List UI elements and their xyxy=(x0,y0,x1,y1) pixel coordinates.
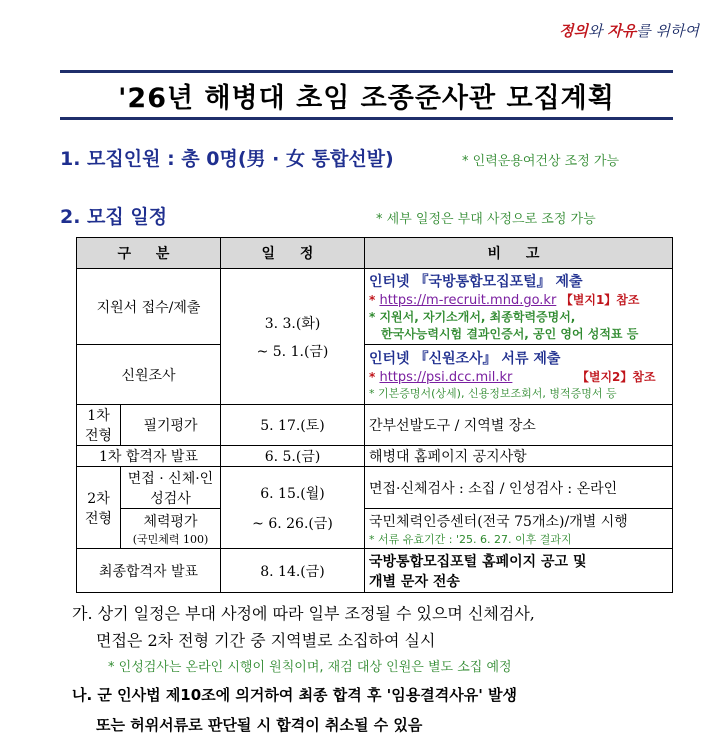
slogan-part3: 자유 xyxy=(607,22,637,40)
table-header-row xyxy=(77,238,673,269)
table-row xyxy=(77,269,673,345)
row-category: 1차 합격자 발표 xyxy=(77,446,221,467)
header-category: 구 분 xyxy=(77,238,221,269)
note-na-line1: 나. 군 인사법 제10조에 의거하여 최종 합격 후 '임용결격사유' 발생 xyxy=(72,686,518,704)
row-date: 6. 5.(금) xyxy=(221,446,365,467)
header-remarks: 비 고 xyxy=(365,238,673,269)
row-category: 신원조사 xyxy=(77,345,221,405)
stage-label: 1차 전형 xyxy=(77,405,121,446)
table-row xyxy=(77,405,673,446)
row-category: 필기평가 xyxy=(121,405,221,446)
row-remark: 면접·신체검사 : 소집 / 인성검사 : 온라인 xyxy=(365,467,673,509)
note-na-line2: 또는 허위서류로 판단될 시 합격이 취소될 수 있음 xyxy=(96,716,423,734)
date-end: ~ 5. 1.(금) xyxy=(256,343,329,360)
validity-note: * 서류 유효기간 : '25. 6. 27. 이후 결과지 xyxy=(369,532,572,546)
fitness-remark: 국민체력인증센터(전국 75개소)/개별 시행 xyxy=(369,513,628,530)
final-remark-line2: 개별 문자 전송 xyxy=(369,573,460,590)
table-row xyxy=(77,467,673,509)
row-remark: 간부선발도구 / 지역별 장소 xyxy=(365,405,673,446)
remark-title: 인터넷 『국방통합모집포털』 제출 xyxy=(369,274,583,290)
slogan xyxy=(559,20,699,41)
final-remark-line1: 국방통합모집포털 홈페이지 공고 및 xyxy=(369,553,587,570)
note-ga-sub: * 인성검사는 온라인 시행이 원칙이며, 재검 대상 인원은 별도 소집 예정 xyxy=(108,660,512,675)
stage-label: 2차 전형 xyxy=(77,467,121,549)
fitness-sub: (국민체력 100) xyxy=(132,532,209,546)
row-category: 지원서 접수/제출 xyxy=(77,269,221,345)
table-row xyxy=(77,345,673,405)
remark-title: 인터넷 『신원조사』 서류 제출 xyxy=(369,351,561,367)
row-category: 면접 · 신체·인성검사 xyxy=(121,467,221,509)
note-ga-line1: 가. 상기 일정은 부대 사정에 따라 일부 조정될 수 있으며 신체검사, xyxy=(72,604,535,623)
row-category: 최종합격자 발표 xyxy=(77,549,221,593)
row-remark: 해병대 홈페이지 공지사항 xyxy=(365,446,673,467)
slogan-part4: 를 위하여 xyxy=(636,22,699,40)
required-docs: * 기본증명서(상세), 신용정보조회서, 병적증명서 등 xyxy=(369,387,617,400)
section2-heading: 2. 모집 일정 xyxy=(60,206,168,228)
section2-note: * 세부 일정은 부대 사정으로 조정 가능 xyxy=(376,212,596,227)
table-row xyxy=(77,549,673,593)
row-date xyxy=(221,467,365,549)
row-date xyxy=(221,269,365,405)
attachment-ref: 【별지2】참조 xyxy=(576,370,656,384)
row-date: 5. 17.(토) xyxy=(221,405,365,446)
date-end: ~ 6. 26.(금) xyxy=(252,515,333,532)
schedule-table xyxy=(76,237,673,593)
required-docs-cont: 한국사능력시험 결과인증서, 공인 영어 성적표 등 xyxy=(381,327,639,341)
title-rule-top xyxy=(60,70,673,73)
required-docs: * 지원서, 자기소개서, 최종학력증명서, xyxy=(369,310,576,324)
row-date: 8. 14.(금) xyxy=(221,549,365,593)
row-remark xyxy=(365,509,673,549)
title-rule-bottom xyxy=(60,117,673,120)
date-start: 3. 3.(화) xyxy=(264,315,321,332)
table-row xyxy=(77,446,673,467)
recruit-portal-link[interactable]: https://m-recruit.mnd.go.kr xyxy=(379,293,557,308)
slogan-part1: 정의 xyxy=(559,22,589,40)
table-row xyxy=(77,509,673,549)
security-check-link[interactable]: https://psi.dcc.mil.kr xyxy=(379,370,513,385)
date-start: 6. 15.(월) xyxy=(260,485,325,502)
note-ga-line2: 면접은 2차 전형 기간 중 지역별로 소집하여 실시 xyxy=(96,631,436,650)
section1-heading: 1. 모집인원 : 총 0명(男 · 女 통합선발) xyxy=(60,148,394,170)
row-remark: 인터넷 『신원조사』 서류 제출 * https://psi.dcc.mil.kr 【별지2】참조 * 기본증명서(상세), 신용정보조회서, 병적증명서 등 xyxy=(365,345,673,405)
fitness-label: 체력평가 xyxy=(143,513,198,530)
row-category xyxy=(121,509,221,549)
attachment-ref: 【별지1】참조 xyxy=(560,293,640,307)
row-remark: 인터넷 『국방통합모집포털』 제출 * https://m-recruit.mnd.go.kr 【별지1】참조 * 지원서, 자기소개서, 최종학력증명서, 한국사능력시험 결과인증서, 공인 영어 성적표 등 xyxy=(365,269,673,345)
slogan-part2: 와 xyxy=(588,22,608,40)
section1-note: * 인력운용여건상 조정 가능 xyxy=(462,154,620,169)
row-remark xyxy=(365,549,673,593)
page-title: '26년 해병대 초임 조종준사관 모집계획 xyxy=(118,83,615,114)
header-schedule: 일 정 xyxy=(221,238,365,269)
